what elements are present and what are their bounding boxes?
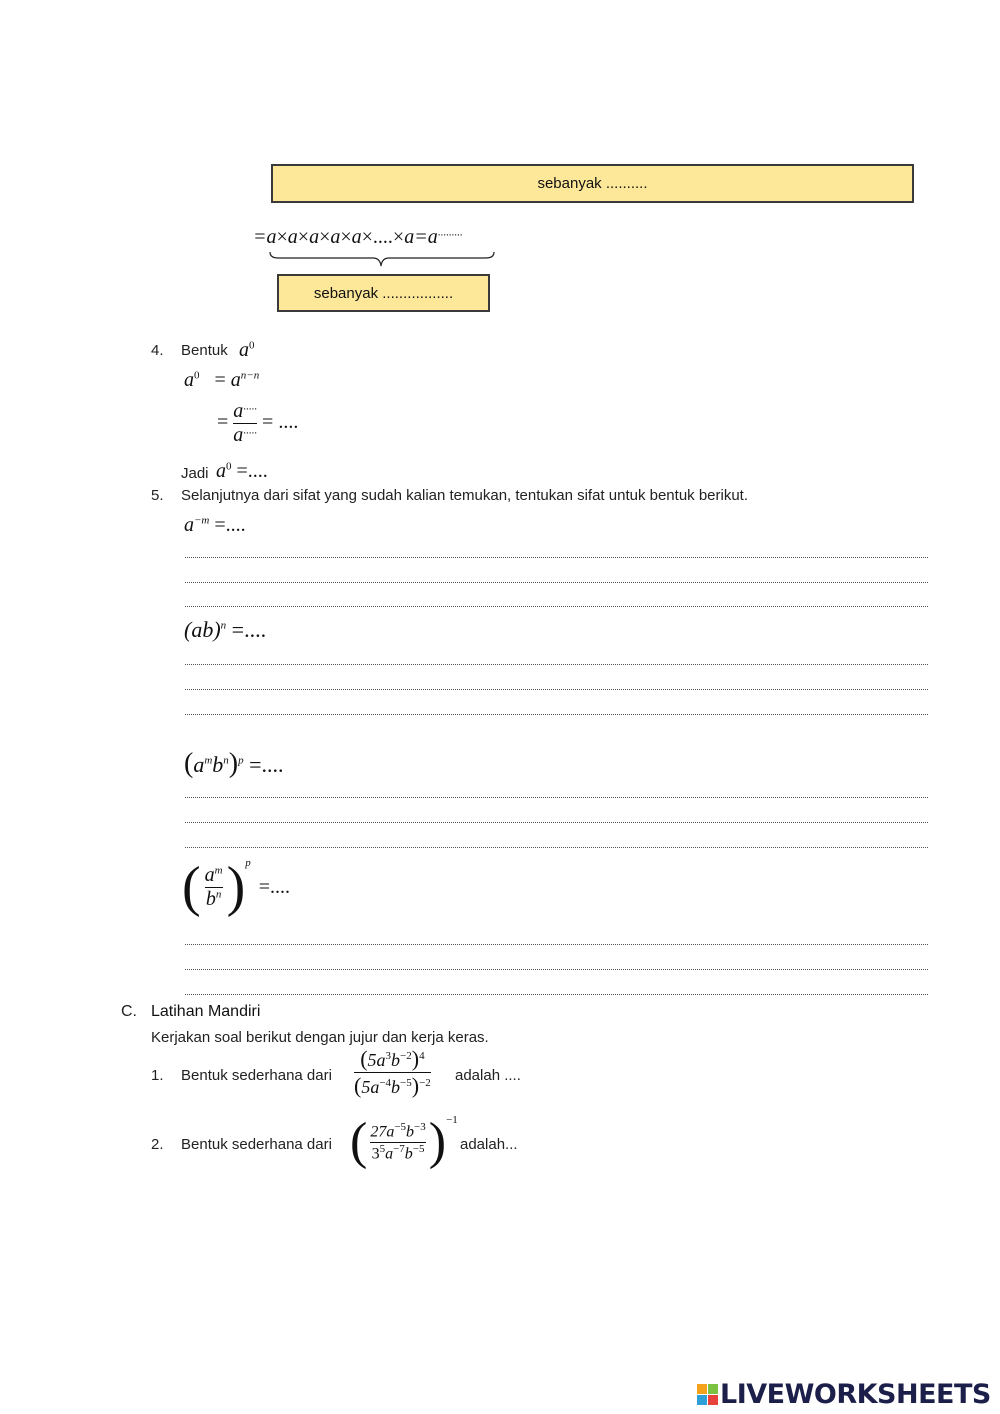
item5-text: Selanjutnya dari sifat yang sudah kalian temukan, tentukan sifat untuk bentuk berikut. <box>181 487 749 504</box>
answer-line[interactable] <box>185 847 928 848</box>
sebanyak-label-2: sebanyak <box>313 284 379 302</box>
section-c-instruction: Kerjakan soal berikut dengan jujur dan kerja keras. <box>151 1029 489 1046</box>
answer-line[interactable] <box>185 994 928 995</box>
formula-negative-exponent: $a^{-m}$ =.... <box>184 514 246 536</box>
answer-line[interactable] <box>185 689 928 690</box>
section-c-title: Latihan Mandiri <box>151 1003 261 1020</box>
sebanyak-blank-2[interactable]: ................. <box>382 284 454 302</box>
item4-line1: $a^0$ = $a^{n-n}$ <box>184 369 260 391</box>
answer-line[interactable] <box>185 969 928 970</box>
q1-fraction: $\frac{(5a^3b^{-2})^4}{(5a^{-4}b^{-5})^{-2}}$ <box>354 1046 431 1098</box>
jadi-answer-blank[interactable]: .... <box>247 460 268 482</box>
item4-jadi: Jadi <box>181 465 209 482</box>
formula-product-power: (ab)$^n$ =.... <box>184 617 267 642</box>
sebanyak-label: sebanyak <box>537 175 602 192</box>
answer-line[interactable] <box>185 557 928 558</box>
item4-text: Bentuk <box>181 342 228 359</box>
sebanyak-blank[interactable]: .......... <box>605 175 648 192</box>
formula-power-of-quotient: ( $\frac{a^m}{b^n}$ ) $^p$ = .... <box>182 856 291 918</box>
underbrace <box>268 250 498 272</box>
item4-jadi-expr: $a^0$ =.... <box>216 460 268 482</box>
item4-den-exp-blank[interactable]: ..... <box>243 424 258 437</box>
q2-number: 2. <box>151 1136 164 1153</box>
q2-text: Bentuk sederhana dari <box>181 1136 332 1153</box>
item4-number: 4. <box>151 342 164 359</box>
answer-line[interactable] <box>185 714 928 715</box>
section-c-letter: C. <box>121 1003 137 1020</box>
q1-text: Bentuk sederhana dari <box>181 1067 332 1084</box>
answer-line[interactable] <box>185 944 928 945</box>
item4-answer-blank[interactable]: .... <box>278 411 299 434</box>
q2-fraction: ( $\frac{27a^{-5}b^{-3}}{3^5a^{-7}b^{-5}}$ ) $^{-1}$ <box>350 1113 458 1170</box>
q1-after: adalah .... <box>455 1067 521 1084</box>
answer-line[interactable] <box>185 797 928 798</box>
answer-line[interactable] <box>185 606 928 607</box>
liveworksheets-logo <box>697 1374 991 1414</box>
logo-text: LIVEWORKSHEETS <box>720 1378 991 1410</box>
product-expression: =a×a×a×a×a×....×a=a......... <box>253 226 463 248</box>
logo-icon <box>697 1384 718 1405</box>
answer-line[interactable] <box>185 582 928 583</box>
item4-line2: = $\frac{a^{.....}}{a^{.....}}$ = .... <box>217 400 299 446</box>
item4-fraction: $\frac{a^{.....}}{a^{.....}}$ <box>233 400 258 446</box>
q2-after: adalah... <box>460 1136 518 1153</box>
sebanyak-box-top <box>271 164 914 203</box>
q1-number: 1. <box>151 1067 164 1084</box>
answer-line[interactable] <box>185 822 928 823</box>
item4-a0: $a^0$ <box>239 339 255 361</box>
sebanyak-box-bottom <box>277 274 490 312</box>
item4-num-exp-blank[interactable]: ..... <box>243 400 258 413</box>
item5-number: 5. <box>151 487 164 504</box>
answer-line[interactable] <box>185 664 928 665</box>
product-exponent-blank[interactable]: ......... <box>437 226 463 239</box>
formula-power-of-product: $(a^mb^n)^p$ =.... <box>184 748 284 779</box>
